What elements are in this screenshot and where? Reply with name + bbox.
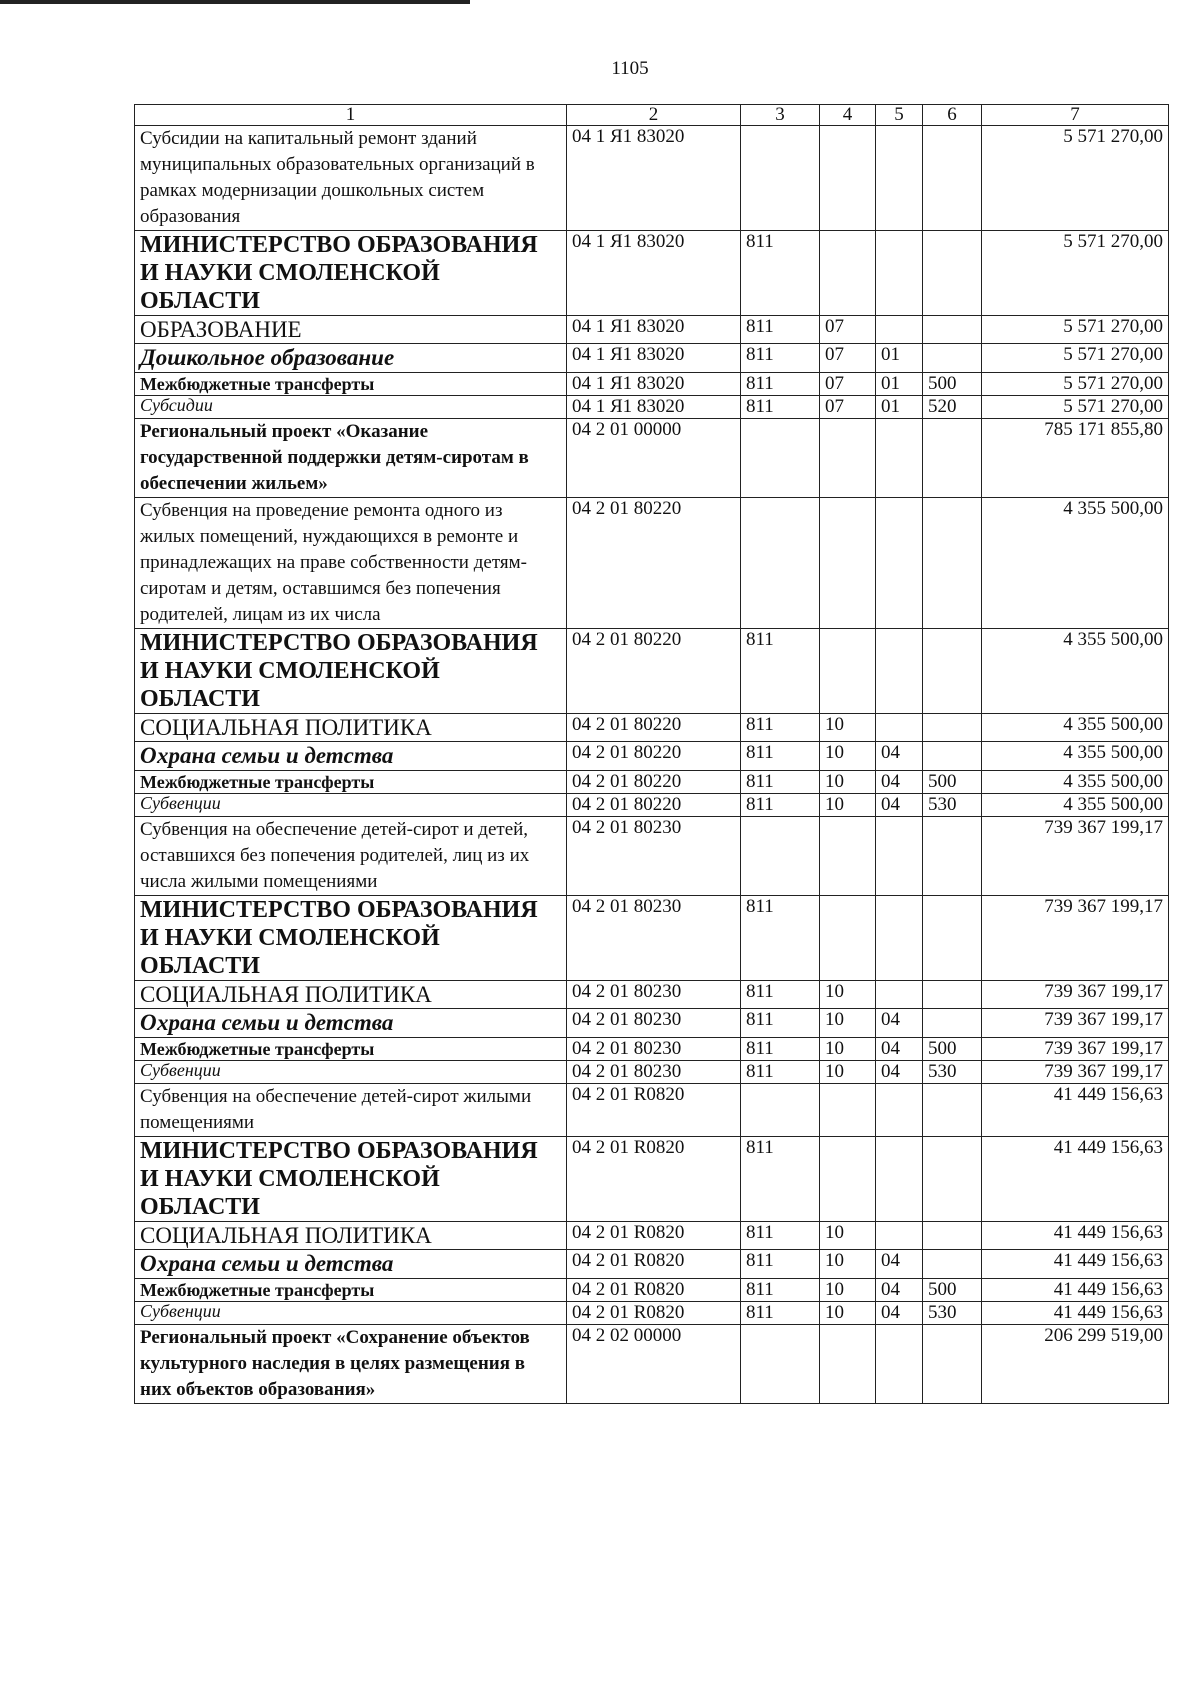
amount: 4 355 500,00 [982,498,1169,629]
subsection-code: 04 [876,771,923,794]
amount: 5 571 270,00 [982,316,1169,344]
amount: 739 367 199,17 [982,1061,1169,1084]
expense-type-code: 530 [923,794,982,817]
amount: 739 367 199,17 [982,817,1169,896]
department-code: 811 [741,896,820,981]
column-header: 4 [820,105,876,126]
amount: 206 299 519,00 [982,1325,1169,1404]
table-row [135,742,1169,771]
row-name: СОЦИАЛЬНАЯ ПОЛИТИКА [135,714,567,742]
table-row [135,1222,1169,1250]
table-body [135,126,1169,1404]
column-header: 3 [741,105,820,126]
subsection-code [876,714,923,742]
target-code: 04 2 01 80230 [567,981,741,1009]
section-code: 07 [820,373,876,396]
target-code: 04 2 01 80230 [567,1061,741,1084]
department-code [741,498,820,629]
row-name: Охрана семьи и детства [135,1009,567,1038]
table-row [135,1084,1169,1137]
section-code [820,896,876,981]
section-code: 10 [820,1038,876,1061]
department-code [741,419,820,498]
expense-type-code [923,316,982,344]
expense-type-code [923,1137,982,1222]
subsection-code: 04 [876,742,923,771]
column-header: 6 [923,105,982,126]
subsection-code [876,316,923,344]
section-code: 07 [820,316,876,344]
scan-edge-mark [0,0,470,4]
subsection-code [876,1084,923,1137]
row-name: Региональный проект «Сохранение объектов культурного наследия в целях размещения в них объектов образования» [135,1325,567,1404]
amount: 739 367 199,17 [982,981,1169,1009]
row-name: Межбюджетные трансферты [135,771,567,794]
amount: 4 355 500,00 [982,771,1169,794]
table-row [135,794,1169,817]
table-row [135,1250,1169,1279]
amount: 4 355 500,00 [982,742,1169,771]
expense-type-code: 500 [923,373,982,396]
department-code [741,126,820,231]
expense-type-code [923,1250,982,1279]
subsection-code [876,981,923,1009]
expense-type-code [923,344,982,373]
row-name: Субвенции [135,1061,567,1084]
section-code: 10 [820,794,876,817]
target-code: 04 1 Я1 83020 [567,344,741,373]
row-name: МИНИСТЕРСТВО ОБРАЗОВАНИЯ И НАУКИ СМОЛЕНСКОЙ ОБЛАСТИ [135,1137,567,1222]
department-code: 811 [741,1279,820,1302]
section-code [820,498,876,629]
expense-type-code [923,817,982,896]
expense-type-code: 500 [923,1038,982,1061]
expense-type-code [923,714,982,742]
department-code: 811 [741,1061,820,1084]
expense-type-code [923,1222,982,1250]
row-name: Межбюджетные трансферты [135,1038,567,1061]
subsection-code [876,126,923,231]
subsection-code [876,629,923,714]
target-code: 04 1 Я1 83020 [567,396,741,419]
department-code: 811 [741,1250,820,1279]
expense-type-code [923,126,982,231]
target-code: 04 2 01 80230 [567,1038,741,1061]
subsection-code: 01 [876,344,923,373]
section-code [820,1137,876,1222]
row-name: Субвенция на обеспечение детей-сирот и детей, оставшихся без попечения родителей, лиц из их числа жилыми помещениями [135,817,567,896]
subsection-code [876,896,923,981]
department-code: 811 [741,771,820,794]
amount: 785 171 855,80 [982,419,1169,498]
subsection-code: 01 [876,396,923,419]
page-number: 1105 [611,58,649,79]
amount: 41 449 156,63 [982,1250,1169,1279]
section-code [820,629,876,714]
section-code: 10 [820,742,876,771]
column-number-row [135,105,1169,126]
row-name: Субвенции [135,794,567,817]
subsection-code: 04 [876,1302,923,1325]
expense-type-code: 500 [923,771,982,794]
subsection-code [876,231,923,316]
table-row [135,629,1169,714]
amount: 5 571 270,00 [982,231,1169,316]
expense-type-code [923,1325,982,1404]
expense-type-code: 530 [923,1061,982,1084]
target-code: 04 1 Я1 83020 [567,126,741,231]
amount: 4 355 500,00 [982,714,1169,742]
expense-type-code: 530 [923,1302,982,1325]
table-row [135,1061,1169,1084]
column-header: 7 [982,105,1169,126]
table-row [135,344,1169,373]
target-code: 04 2 01 80220 [567,742,741,771]
expense-type-code [923,1084,982,1137]
column-header: 5 [876,105,923,126]
row-name: Межбюджетные трансферты [135,1279,567,1302]
amount: 41 449 156,63 [982,1279,1169,1302]
table-row [135,1038,1169,1061]
section-code: 10 [820,1279,876,1302]
amount: 5 571 270,00 [982,373,1169,396]
department-code: 811 [741,1302,820,1325]
department-code: 811 [741,629,820,714]
section-code [820,419,876,498]
expense-type-code [923,231,982,316]
target-code: 04 2 01 80230 [567,817,741,896]
expense-type-code [923,981,982,1009]
table-row [135,981,1169,1009]
department-code: 811 [741,1137,820,1222]
subsection-code [876,817,923,896]
amount: 41 449 156,63 [982,1084,1169,1137]
row-name: МИНИСТЕРСТВО ОБРАЗОВАНИЯ И НАУКИ СМОЛЕНСКОЙ ОБЛАСТИ [135,629,567,714]
section-code: 07 [820,344,876,373]
amount: 41 449 156,63 [982,1137,1169,1222]
row-name: Региональный проект «Оказание государственной поддержки детям-сиротам в обеспечении жильем» [135,419,567,498]
department-code: 811 [741,794,820,817]
table-row [135,316,1169,344]
target-code: 04 2 01 80220 [567,714,741,742]
row-name: Дошкольное образование [135,344,567,373]
amount: 5 571 270,00 [982,396,1169,419]
target-code: 04 2 01 80220 [567,771,741,794]
section-code: 10 [820,1009,876,1038]
section-code: 10 [820,1250,876,1279]
department-code: 811 [741,344,820,373]
department-code: 811 [741,231,820,316]
table-row [135,1009,1169,1038]
section-code [820,817,876,896]
expense-type-code [923,742,982,771]
department-code: 811 [741,742,820,771]
column-header: 2 [567,105,741,126]
table-row [135,771,1169,794]
row-name: Субвенция на проведение ремонта одного из жилых помещений, нуждающихся в ремонте и принадлежащих на праве собственности детям-сиротам и детям, оставшимся без попечения родителей, лицам из их числа [135,498,567,629]
row-name: Охрана семьи и детства [135,1250,567,1279]
target-code: 04 2 02 00000 [567,1325,741,1404]
target-code: 04 2 01 R0820 [567,1279,741,1302]
target-code: 04 2 01 00000 [567,419,741,498]
table-row [135,396,1169,419]
target-code: 04 1 Я1 83020 [567,231,741,316]
row-name: СОЦИАЛЬНАЯ ПОЛИТИКА [135,981,567,1009]
subsection-code [876,419,923,498]
table-row [135,896,1169,981]
target-code: 04 2 01 80220 [567,498,741,629]
subsection-code: 01 [876,373,923,396]
row-name: СОЦИАЛЬНАЯ ПОЛИТИКА [135,1222,567,1250]
target-code: 04 2 01 R0820 [567,1222,741,1250]
department-code [741,1084,820,1137]
target-code: 04 2 01 80230 [567,1009,741,1038]
section-code: 10 [820,981,876,1009]
row-name: МИНИСТЕРСТВО ОБРАЗОВАНИЯ И НАУКИ СМОЛЕНСКОЙ ОБЛАСТИ [135,896,567,981]
subsection-code: 04 [876,794,923,817]
table-row [135,1279,1169,1302]
subsection-code [876,1325,923,1404]
table-row [135,498,1169,629]
table-row [135,231,1169,316]
section-code: 10 [820,1222,876,1250]
department-code: 811 [741,396,820,419]
target-code: 04 2 01 R0820 [567,1250,741,1279]
amount: 41 449 156,63 [982,1302,1169,1325]
amount: 4 355 500,00 [982,794,1169,817]
target-code: 04 1 Я1 83020 [567,373,741,396]
expense-type-code: 520 [923,396,982,419]
expense-type-code [923,419,982,498]
table-row [135,1302,1169,1325]
section-code [820,231,876,316]
subsection-code [876,1137,923,1222]
amount: 41 449 156,63 [982,1222,1169,1250]
table-row [135,373,1169,396]
expense-type-code [923,1009,982,1038]
expense-type-code [923,629,982,714]
row-name: Субсидии на капитальный ремонт зданий муниципальных образовательных организаций в рамках модернизации дошкольных систем образования [135,126,567,231]
target-code: 04 2 01 R0820 [567,1084,741,1137]
subsection-code: 04 [876,1038,923,1061]
table-row [135,419,1169,498]
section-code [820,1084,876,1137]
row-name: Субсидии [135,396,567,419]
target-code: 04 2 01 80220 [567,794,741,817]
department-code [741,817,820,896]
section-code [820,126,876,231]
subsection-code: 04 [876,1250,923,1279]
table-row [135,1137,1169,1222]
table-row [135,817,1169,896]
target-code: 04 1 Я1 83020 [567,316,741,344]
subsection-code: 04 [876,1009,923,1038]
amount: 739 367 199,17 [982,1038,1169,1061]
department-code: 811 [741,1038,820,1061]
subsection-code: 04 [876,1061,923,1084]
section-code: 07 [820,396,876,419]
section-code: 10 [820,1061,876,1084]
target-code: 04 2 01 R0820 [567,1302,741,1325]
row-name: Субвенция на обеспечение детей-сирот жилыми помещениями [135,1084,567,1137]
department-code: 811 [741,981,820,1009]
section-code: 10 [820,714,876,742]
section-code: 10 [820,771,876,794]
department-code: 811 [741,373,820,396]
table-row [135,126,1169,231]
section-code: 10 [820,1302,876,1325]
column-header: 1 [135,105,567,126]
amount: 5 571 270,00 [982,344,1169,373]
table-row [135,1325,1169,1404]
row-name: Субвенции [135,1302,567,1325]
amount: 739 367 199,17 [982,896,1169,981]
amount: 4 355 500,00 [982,629,1169,714]
row-name: Межбюджетные трансферты [135,373,567,396]
row-name: ОБРАЗОВАНИЕ [135,316,567,344]
subsection-code [876,1222,923,1250]
expense-type-code [923,498,982,629]
target-code: 04 2 01 80220 [567,629,741,714]
row-name: МИНИСТЕРСТВО ОБРАЗОВАНИЯ И НАУКИ СМОЛЕНСКОЙ ОБЛАСТИ [135,231,567,316]
subsection-code: 04 [876,1279,923,1302]
amount: 739 367 199,17 [982,1009,1169,1038]
amount: 5 571 270,00 [982,126,1169,231]
subsection-code [876,498,923,629]
target-code: 04 2 01 80230 [567,896,741,981]
department-code: 811 [741,316,820,344]
department-code: 811 [741,1009,820,1038]
department-code [741,1325,820,1404]
section-code [820,1325,876,1404]
table-row [135,714,1169,742]
target-code: 04 2 01 R0820 [567,1137,741,1222]
row-name: Охрана семьи и детства [135,742,567,771]
department-code: 811 [741,714,820,742]
expense-type-code: 500 [923,1279,982,1302]
budget-table [134,104,1169,1404]
department-code: 811 [741,1222,820,1250]
expense-type-code [923,896,982,981]
